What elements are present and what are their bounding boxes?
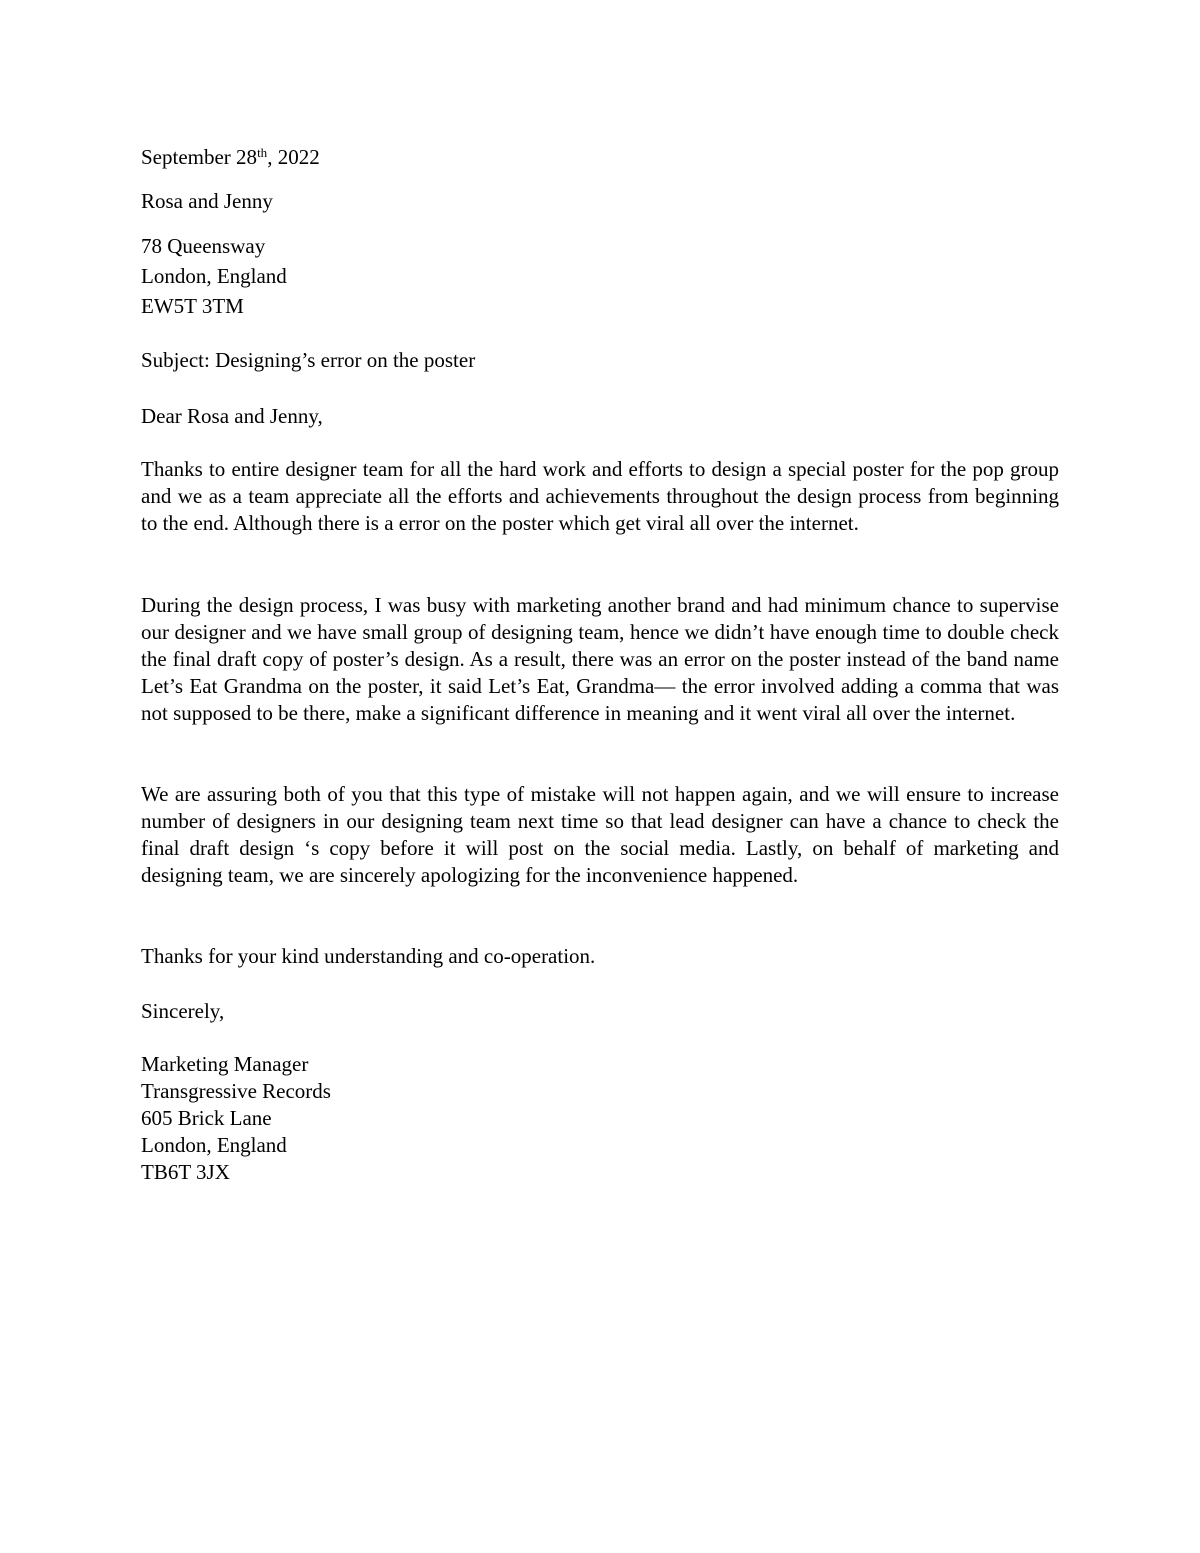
body-paragraph: During the design process, I was busy with marketing another brand and had minimum chance to supervise our designer and we have small group of designing team, hence we didn’t have enough time to double check the final draft copy of poster’s design. As a result, there was an error on the poster instead of the band name Let’s Eat Grandma on the poster, it said Let’s Eat, Grandma— the error involved adding a comma that was not supposed to be there, make a significant difference in meaning and it went viral all over the internet.	[141, 593, 1059, 725]
recipient-address-line: 78 Queensway	[141, 234, 266, 258]
sender-line: Transgressive Records	[141, 1079, 331, 1103]
subject-line: Subject: Designing’s error on the poster	[141, 348, 476, 372]
sender-line: TB6T 3JX	[141, 1160, 230, 1184]
sender-block	[141, 1051, 331, 1186]
date-suffix: th	[257, 145, 268, 160]
date-year: , 2022	[267, 145, 320, 169]
recipient-address-line: EW5T 3TM	[141, 294, 244, 318]
recipient-name: Rosa and Jenny	[141, 189, 273, 213]
thanks-line: Thanks for your kind understanding and co-operation.	[141, 944, 596, 968]
recipient-address	[141, 233, 287, 320]
recipient-address-line: London, England	[141, 264, 287, 288]
body-paragraph: Thanks to entire designer team for all the hard work and efforts to design a special poster for the pop group and we as a team appreciate all the efforts and achievements throughout the design process from beginning to the end. Although there is a error on the poster which get viral all over the internet.	[141, 457, 1059, 535]
salutation: Dear Rosa and Jenny,	[141, 404, 323, 428]
sender-line: Marketing Manager	[141, 1052, 309, 1076]
date-month-day: September 28	[141, 145, 258, 169]
letter-date	[141, 144, 320, 171]
closing: Sincerely,	[141, 999, 225, 1023]
sender-line: London, England	[141, 1133, 287, 1157]
sender-line: 605 Brick Lane	[141, 1106, 272, 1130]
body-paragraph: We are assuring both of you that this type of mistake will not happen again, and we will ensure to increase number of designers in our designing team next time so that lead designer can have a chance to check the final draft design ‘s copy before it will post on the social media. Lastly, on behalf of marketing and designing team, we are sincerely apologizing for the inconvenience happened.	[141, 782, 1059, 887]
